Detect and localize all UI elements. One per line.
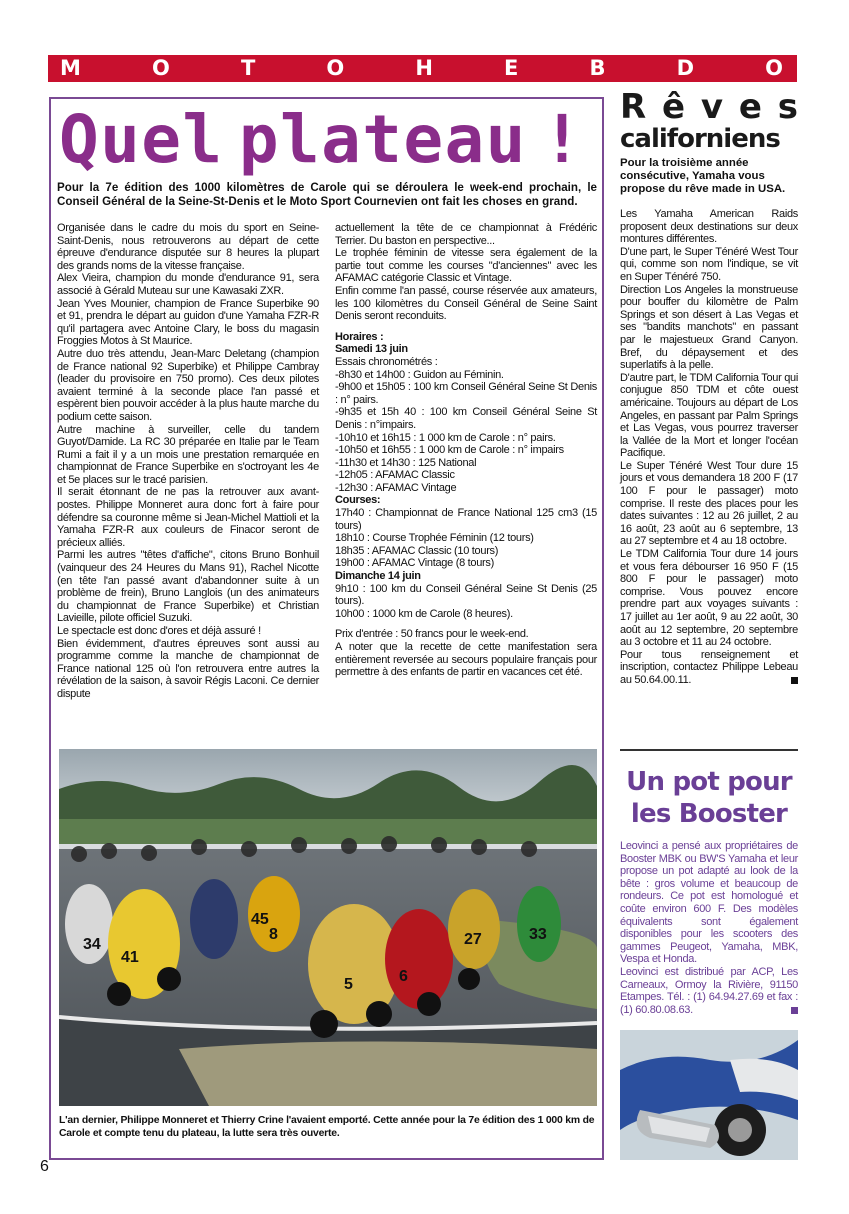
scooter-illustration (620, 1030, 798, 1160)
sidebar-column-yamaha (620, 208, 798, 687)
bike-number: 33 (529, 926, 547, 943)
banner-letter: D (676, 56, 694, 80)
end-mark-icon (791, 677, 798, 684)
paragraph: Le spectacle est donc d'ores et déjà assuré ! (57, 625, 261, 637)
bike-number: 27 (464, 931, 482, 948)
scooter-photo (620, 1030, 798, 1160)
paragraph: Bien évidemment, d'autres épreuves sont aussi au programme comme la manche de championnat de France national 125 où l'on retrouvera entre autres la révélation de la saison, à savoir Régis Laconi. Ce dernier dispute (57, 637, 319, 700)
title-letter: e (141, 101, 181, 178)
schedule-item: -9h35 et 15h 40 : 100 km Conseil Général Seine St Denis : n°impairs. (335, 406, 597, 431)
saturday-heading: Samedi 13 juin (335, 343, 408, 356)
bike-number: 8 (269, 926, 278, 943)
paragraph: Le TDM California Tour dure 14 jours et vous fera débourser 16 950 F (15 800 F pour le passager) moto comprise. Vous pouvez encore prendre part aux voyages suivants : 17 juillet au 1er août, 9 au 22 août, 30 août au 12 septembre, 20 septembre au 3 octobre et 11 au 24 octobre. (620, 548, 798, 649)
bike-number: 6 (399, 968, 408, 985)
title-letter: e (403, 101, 444, 178)
banner-letter: E (504, 56, 519, 80)
paragraph: Direction Los Angeles la monstrueuse pour bouffer du kilomètre de Palm Springs et son désert à Las Vegas et ses "bandits manchots" en passant par le majestueux Grand Canyon. Bref, du dépaysement et des superlatifs à la pelle. (620, 283, 798, 372)
race-photo-illustration (59, 749, 597, 1106)
paragraph: Autre machine à surveiller, celle du tandem Guyot/Damide. La RC 30 préparée en Italie par le Team Rumi a fait il y a un mois une prestation remarquée en championnat de France Superbike en s'octroyant les 4e et 5e places sur le tracé parisien. (57, 423, 319, 486)
paragraph: Les Yamaha American Raids proposent deux destinations sur deux montures différentes. (620, 208, 798, 246)
paragraph: A noter que la recette de cette manifestation sera entièrement reversée au secours populaire français pour permettre à des enfants de partir en vacances cet été. (335, 641, 597, 679)
schedule-item: -8h30 et 14h00 : Guidon au Féminin. (335, 368, 504, 381)
end-mark-icon (791, 1007, 798, 1014)
bike-number: 45 (251, 911, 269, 928)
paragraph: Alex Vieira, champion du monde d'endurance 91, sera associé à Gérald Muteau sur une Kawasaki ZXR. (57, 272, 319, 297)
sidebar-divider (620, 749, 798, 751)
sidebar-lede: Pour la troisième année consécutive, Yamaha vous propose du rêve made in USA. (620, 157, 786, 195)
title-letter: s (777, 87, 798, 127)
schedule-item: -9h00 et 15h05 : 100 km Conseil Général Seine St Denis : n° pairs. (335, 381, 597, 406)
banner-letter: O (765, 56, 783, 80)
bike-number: 41 (121, 949, 139, 966)
sidebar-title-line2: californiens (620, 124, 780, 154)
title-letter: e (738, 87, 762, 127)
schedule-item: -12h05 : AFAMAC Classic (335, 469, 455, 482)
paragraph: Prix d'entrée : 50 francs pour le week-end. (335, 628, 529, 641)
races-heading: Courses: (335, 494, 381, 507)
title-letter: l (182, 101, 223, 178)
race-item: 9h10 : 100 km du Conseil Général Seine St Denis (25 tours). (335, 582, 597, 608)
photo-caption: L'an dernier, Philippe Monneret et Thierry Crine l'avaient emporté. Cette année pour la 7e édition des 1 000 km de Carole et compte tenu du plateau, la lutte sera très ouverte. (59, 1115, 595, 1139)
paragraph: D'autre part, le TDM California Tour qui conjugue 850 TDM et côte ouest américaine. Toujours au départ de Los Angeles, en passant par Palm Springs et Las Vegas, vous pourrez traverser la Vallée de la Mort et longer l'océan Pacifique. (620, 371, 798, 460)
schedule-heading: Horaires : (335, 330, 384, 343)
paragraph (620, 649, 798, 687)
banner-letter: O (152, 56, 170, 80)
schedule-item: -11h30 et 14h30 : 125 National (335, 456, 477, 469)
title-letter: p (238, 101, 279, 178)
title-letter: R (620, 87, 647, 127)
schedule-item: -10h10 et 16h15 : 1 000 km de Carole : n° pairs. (335, 431, 556, 444)
title-letter: ! (542, 101, 582, 178)
paragraph: Le trophée féminin de vitesse sera également de la partie tout comme les courses "d'anciennes" avec les AFAMAC catégorie Classic et Vintage. (335, 247, 597, 285)
race-item: 19h00 : AFAMAC Vintage (8 tours) (335, 557, 494, 570)
race-item: 10h00 : 1000 km de Carole (8 heures). (335, 607, 513, 620)
schedule-item: Essais chronométrés : (335, 355, 438, 368)
race-item: 18h10 : Course Trophée Féminin (12 tours) (335, 532, 534, 545)
bike-number: 5 (344, 976, 353, 993)
paragraph-text: Leovinci est distribué par ACP, Les Carneaux, Ormoy la Rivière, 91150 Etampes. Tél. : (1) 64.94.27.69 et fax : (1) 60.80.08.63. (620, 965, 798, 1016)
sidebar-title-reves (620, 87, 798, 154)
sidebar-title-line1 (620, 87, 798, 127)
paragraph: Autre duo très attendu, Jean-Marc Deletang (champion de France national 92 Superbike) et Philippe Cambray (leader du provisoire en 750 promo). Ces deux pilotes avaient terminé à la seconde place l'an passé et espèrent bien pouvoir accéder à la plus haute marche du podium cette saison. (57, 347, 319, 423)
sidebar-column-booster (620, 840, 798, 1016)
bike-number: 34 (83, 936, 101, 953)
banner-letter: M (60, 56, 81, 80)
race-item: 18h35 : AFAMAC Classic (10 tours) (335, 544, 499, 557)
title-letter: t (362, 101, 402, 178)
race-photo (59, 749, 597, 1106)
banner-letter: B (589, 56, 606, 80)
paragraph: Leovinci a pensé aux propriétaires de Booster MBK ou BW'S Yamaha et leur propose un pot adapté au look de la bête : gros volume et beaucoup de rondeurs. Ce pot est homologué et coûte environ 600 F. Des modèles équivalents sont également disponibles pour les scooters des gammes Peugeot, Yamaha, MBK, Vespa et Honda. (620, 840, 798, 966)
sidebar-title-booster: Un pot pour les Booster (626, 767, 792, 829)
paragraph: Organisée dans le cadre du mois du sport en Seine-Saint-Denis, nous retrouverons au départ de cette épreuve d'endurance disputée sur 8 heures la plupart des grands noms de la vitesse française. (57, 222, 319, 272)
paragraph: Le Super Ténéré West Tour dure 15 jours et vous demandera 18 200 F (17 100 F pour le passager) moto comprise. Il reste des places pour les dates suivantes : 12 au 26 juillet, 2 au 16 août, 23 août au 6 septembre, 13 au 27 septembre et 4 au 18 octobre. (620, 459, 798, 548)
page-number: 6 (40, 1158, 49, 1175)
title-letter: l (280, 101, 320, 178)
paragraph: D'une part, le Super Ténéré West Tour qui, comme son nom l'indique, se vit en Super Ténéré 750. (620, 245, 798, 283)
schedule-item: -10h50 et 16h55 : 1 000 km de Carole : n° impairs (335, 444, 564, 457)
title-letter: u (485, 101, 526, 178)
schedule-item: -12h30 : AFAMAC Vintage (335, 481, 457, 494)
sunday-heading: Dimanche 14 juin (335, 570, 421, 583)
title-letter: ê (662, 87, 686, 127)
magazine-banner (48, 55, 797, 82)
paragraph: actuellement la tête de ce championnat à Frédéric Terrier. Du baston en perspective... (335, 222, 597, 247)
title-letter: Q (59, 101, 99, 178)
article-column-2 (335, 222, 597, 679)
paragraph (620, 966, 798, 1016)
title-letter: v (700, 87, 724, 127)
title-letter: a (321, 101, 361, 178)
paragraph-text: Pour tous renseignement et inscription, contactez Philippe Lebeau au 50.64.00.11. (620, 648, 798, 686)
title-letter: a (444, 101, 485, 178)
article-title (51, 101, 602, 179)
paragraph: Jean Yves Mounier, champion de France Superbike 90 et 91, prendra le départ au guidon d'une Yamaha FZR-R qu'il partagera avec Antoine Clary, le boss du magasin Froggies Motos à St Maurice. (57, 297, 319, 348)
banner-letter: T (240, 56, 256, 80)
title-letter: u (100, 101, 140, 178)
paragraph: Enfin comme l'an passé, course réservée aux amateurs, les 100 kilomètres du Conseil Général de Seine Saint Denis seront reconduits. (335, 284, 597, 323)
article-column-1 (57, 222, 319, 701)
banner-letter: O (326, 56, 345, 80)
banner-letter: H (415, 56, 433, 80)
paragraph: Parmi les autres "têtes d'affiche", citons Bruno Bonhuil (vainqueur des 24 Heures du Mans 91), Rachel Nicotte (en tête l'an passé avant d'abandonner suite à un problème de frein), Bruno Langlois (un des animateurs du championnat de France Superbike) et Christian Lavieille, pilote officiel Suzuki. (57, 549, 319, 625)
race-item: 17h40 : Championnat de France National 125 cm3 (15 tours) (335, 507, 597, 532)
article-lede: Pour la 7e édition des 1000 kilomètres de Carole qui se déroulera le week-end prochain, le Conseil Général de la Seine-St-Denis et le Moto Sport Cournevien ont fait les choses en grand. (57, 181, 597, 208)
paragraph: Il serait étonnant de ne pas la retrouver aux avant-postes. Philippe Monneret aura donc fort à faire pour défendre sa couronne même si Jean-Michel Mattioli et la Yamaha FZR-R aux couleurs de Finacor seront de précieux alliés. (57, 486, 319, 549)
